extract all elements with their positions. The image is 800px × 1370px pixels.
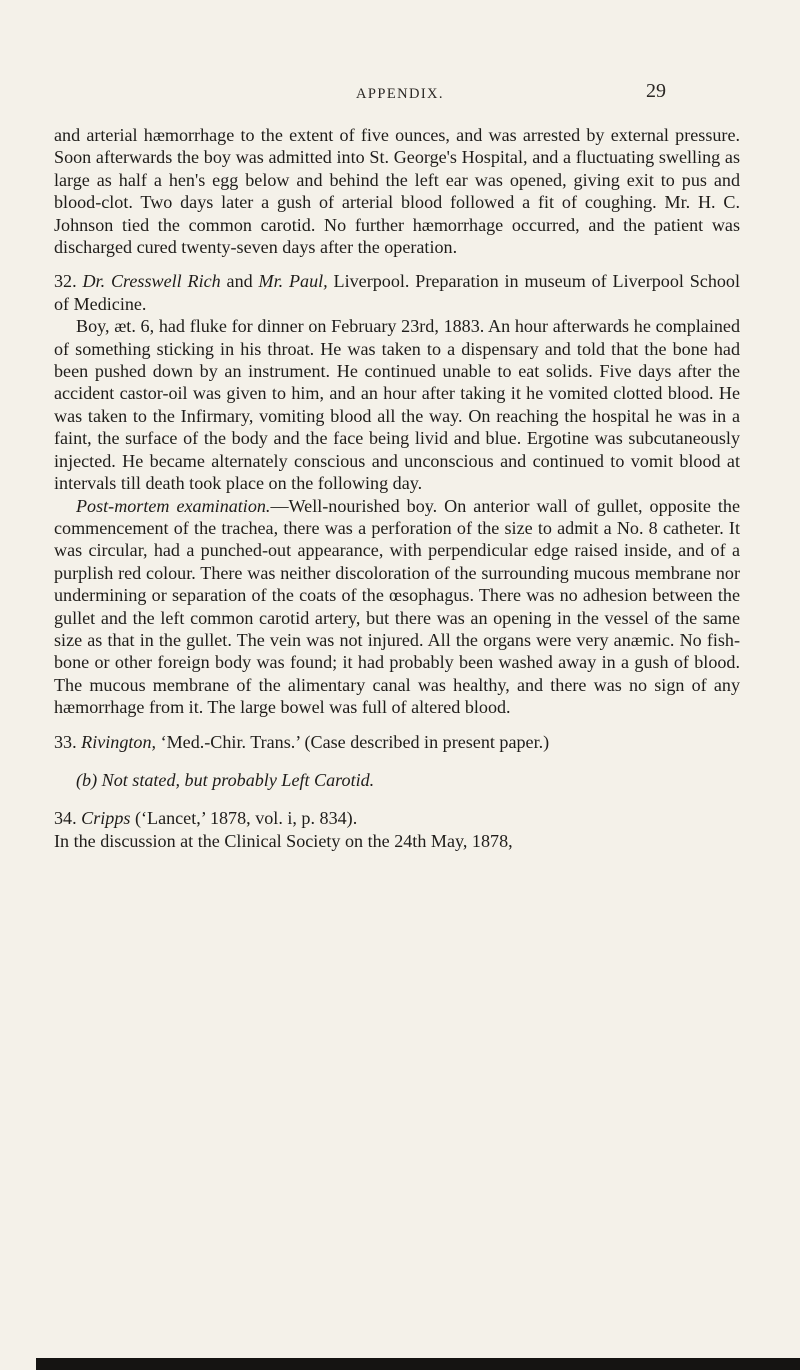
postmortem-label: Post-mortem examination. xyxy=(76,495,271,516)
case-author: Rivington, xyxy=(81,731,157,752)
case-34-heading xyxy=(54,807,740,829)
section-heading-b: (b) Not stated, but probably Left Carotid. xyxy=(76,769,375,790)
conjunction: and xyxy=(220,271,259,292)
case-33-heading xyxy=(54,731,740,753)
body-text xyxy=(54,124,740,852)
case-source: (‘Lancet,’ 1878, vol. i, p. 834). xyxy=(130,808,358,829)
postmortem-text: —Well-nourished boy. On anterior wall of gullet, opposite the commencement of the trachea, there was a perforation of the size to admit a No. 8 catheter. It was circular, had a punched-out appearance, with perpendicular edge raised inside, and of a purplish red colour. There was neither discoloration of the surrounding mucous membrane nor undermining or separation of the coats of the œsophagus. There was no adhesion between the gullet and the left common carotid artery, but there was an opening in the vessel of the same size as that in the gullet. The vein was not injured. All the organs were very anæmic. No fish-bone or other foreign body was found; it had probably been washed away in a gush of blood. The mucous membrane of the alimentary canal was healthy, and there was no sign of any hæmorrhage from it. The large bowel was full of altered blood. xyxy=(54,495,740,718)
case-number: 34. xyxy=(54,808,77,829)
case-author: Dr. Cresswell Rich xyxy=(82,271,221,292)
page-number: 29 xyxy=(646,80,666,102)
running-header: APPENDIX. xyxy=(356,86,444,102)
case-source: ‘Med.-Chir. Trans.’ (Case described in present paper.) xyxy=(156,731,550,752)
closing-line: In the discussion at the Clinical Society on the 24th May, 1878, xyxy=(54,830,513,851)
page-bottom-edge xyxy=(36,1358,800,1370)
case-source: Liverpool. Preparation in museum of Liverpool School of Medicine. xyxy=(54,271,741,314)
case-number: 33. xyxy=(54,731,77,752)
case-number: 32. xyxy=(54,271,77,292)
case-32-heading xyxy=(54,270,740,315)
paragraph-continuation: and arterial hæmorrhage to the extent of five ounces, and was arrested by external pressure. Soon afterwards the boy was admitted into St. George's Hospital, and a fluctuating swelling as large as half a hen's egg below and behind the left ear was opened, giving exit to pus and blood-clot. Two days later a gush of arterial blood followed a fit of coughing. Mr. H. C. Johnson tied the common carotid. No further hæmorrhage occurred, and the patient was discharged cured twenty-seven days after the operation. xyxy=(54,125,740,258)
case-author: Mr. Paul, xyxy=(258,271,328,292)
postmortem-paragraph xyxy=(54,495,740,719)
case-32-history: Boy, æt. 6, had fluke for dinner on February 23rd, 1883. An hour afterwards he complained of something sticking in his throat. He was taken to a dispensary and told that the bone had been pushed down by an instrument. He continued unable to eat solids. Five days after the accident castor-oil was given to him, and an hour after taking it he vomited clotted blood. He was taken to the Infirmary, vomiting blood all the way. On reaching the hospital he was in a faint, the surface of the body and the face being livid and blue. Ergotine was subcutaneously injected. He became alternately conscious and unconscious and continued to vomit blood at intervals till death took place on the following day. xyxy=(54,316,740,494)
case-author: Cripps xyxy=(81,808,131,829)
